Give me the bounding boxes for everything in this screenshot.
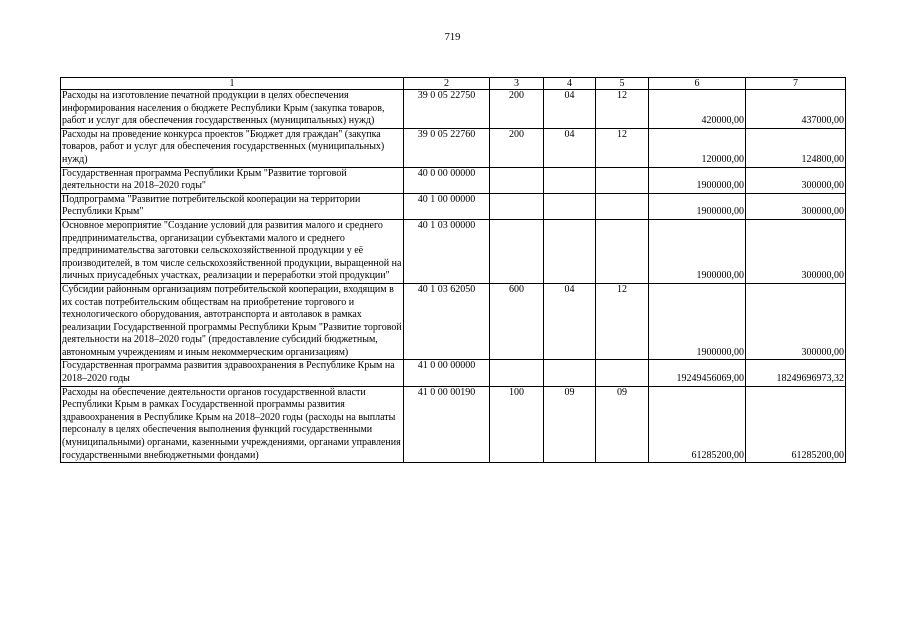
- amount-col-6: 120000,00: [649, 128, 746, 167]
- amount-col-7: 437000,00: [746, 90, 846, 129]
- amount-col-6: 420000,00: [649, 90, 746, 129]
- table-row: [61, 193, 846, 219]
- expense-name: Расходы на проведение конкурса проектов "Бюджет для граждан" (закупка товаров, работ и услуг для обеспечения государственных (муниципальных) нужд): [61, 128, 404, 167]
- target-code: 39 0 05 22760: [404, 128, 490, 167]
- amount-col-7: 300000,00: [746, 167, 846, 193]
- expense-name: Расходы на изготовление печатной продукции в целях обеспечения информирования населения о бюджете Республики Крым (закупка товаров, работ и услуг для обеспечения государственных (муниципальных) нужд): [61, 90, 404, 129]
- expense-type-code: 200: [490, 90, 544, 129]
- budget-table: [60, 77, 846, 463]
- section-code: [544, 219, 596, 283]
- target-code: 40 1 03 00000: [404, 219, 490, 283]
- section-code: [544, 167, 596, 193]
- amount-col-7: 18249696973,32: [746, 360, 846, 386]
- subsection-code: 12: [596, 283, 649, 360]
- expense-type-code: [490, 193, 544, 219]
- expense-type-code: [490, 167, 544, 193]
- column-header: 2: [404, 78, 490, 90]
- amount-col-6: 19249456069,00: [649, 360, 746, 386]
- table-row: [61, 360, 846, 386]
- section-code: 04: [544, 90, 596, 129]
- amount-col-7: 61285200,00: [746, 386, 846, 463]
- amount-col-6: 1900000,00: [649, 193, 746, 219]
- expense-type-code: [490, 219, 544, 283]
- table-row: [61, 128, 846, 167]
- expense-name: Подпрограмма "Развитие потребительской кооперации на территории Республики Крым": [61, 193, 404, 219]
- column-header: 5: [596, 78, 649, 90]
- subsection-code: 12: [596, 128, 649, 167]
- subsection-code: [596, 167, 649, 193]
- subsection-code: [596, 219, 649, 283]
- expense-type-code: 100: [490, 386, 544, 463]
- expense-name: Государственная программа Республики Крым "Развитие торговой деятельности на 2018–2020 годы": [61, 167, 404, 193]
- subsection-code: [596, 193, 649, 219]
- target-code: 39 0 05 22750: [404, 90, 490, 129]
- subsection-code: [596, 360, 649, 386]
- table-row: [61, 283, 846, 360]
- expense-name: Основное мероприятие "Создание условий для развития малого и среднего предпринимательства, организации субъектами малого и среднего предпринимательства заготовки сельскохозяйственной продукции у её производителей, в том числе сельскохозяйственной продукции, выращенной на личных приусадебных участках, реализации и переработки этой продукции": [61, 219, 404, 283]
- section-code: 09: [544, 386, 596, 463]
- column-header: 6: [649, 78, 746, 90]
- table-header-row: [61, 78, 846, 90]
- target-code: 40 1 03 62050: [404, 283, 490, 360]
- amount-col-7: 300000,00: [746, 193, 846, 219]
- expense-name: Государственная программа развития здравоохранения в Республике Крым на 2018–2020 годы: [61, 360, 404, 386]
- table-row: [61, 386, 846, 463]
- amount-col-7: 300000,00: [746, 219, 846, 283]
- table-row: [61, 167, 846, 193]
- expense-name: Расходы на обеспечение деятельности органов государственной власти Республики Крым в рамках Государственной программы развития здравоохранения в Республике Крым на 2018–2020 годы (расходы на выплаты персоналу в целях обеспечения выполнения функций государственными (муниципальными) органами, казенными учреждениями, органами управления государственными внебюджетными фондами): [61, 386, 404, 463]
- column-header: 3: [490, 78, 544, 90]
- expense-type-code: 600: [490, 283, 544, 360]
- amount-col-6: 1900000,00: [649, 219, 746, 283]
- section-code: 04: [544, 283, 596, 360]
- target-code: 40 1 00 00000: [404, 193, 490, 219]
- target-code: 40 0 00 00000: [404, 167, 490, 193]
- section-code: 04: [544, 128, 596, 167]
- expense-type-code: [490, 360, 544, 386]
- subsection-code: 09: [596, 386, 649, 463]
- target-code: 41 0 00 00190: [404, 386, 490, 463]
- amount-col-6: 1900000,00: [649, 283, 746, 360]
- expense-type-code: 200: [490, 128, 544, 167]
- page-number: 719: [444, 32, 461, 43]
- column-header: 4: [544, 78, 596, 90]
- amount-col-6: 61285200,00: [649, 386, 746, 463]
- column-header: 1: [61, 78, 404, 90]
- table-row: [61, 90, 846, 129]
- expense-name: Субсидии районным организациям потребительской кооперации, входящим в их состав потребительским обществам на приобретение торгового и технологического оборудования, автотранспорта и автолавок в рамках реализации Государственной программы Республики Крым "Развитие торговой деятельности на 2018–2020 годы" (предоставление субсидий бюджетным, автономным учреждениям и иным некоммерческим организациям): [61, 283, 404, 360]
- subsection-code: 12: [596, 90, 649, 129]
- section-code: [544, 193, 596, 219]
- amount-col-7: 300000,00: [746, 283, 846, 360]
- amount-col-6: 1900000,00: [649, 167, 746, 193]
- table-row: [61, 219, 846, 283]
- amount-col-7: 124800,00: [746, 128, 846, 167]
- column-header: 7: [746, 78, 846, 90]
- section-code: [544, 360, 596, 386]
- target-code: 41 0 00 00000: [404, 360, 490, 386]
